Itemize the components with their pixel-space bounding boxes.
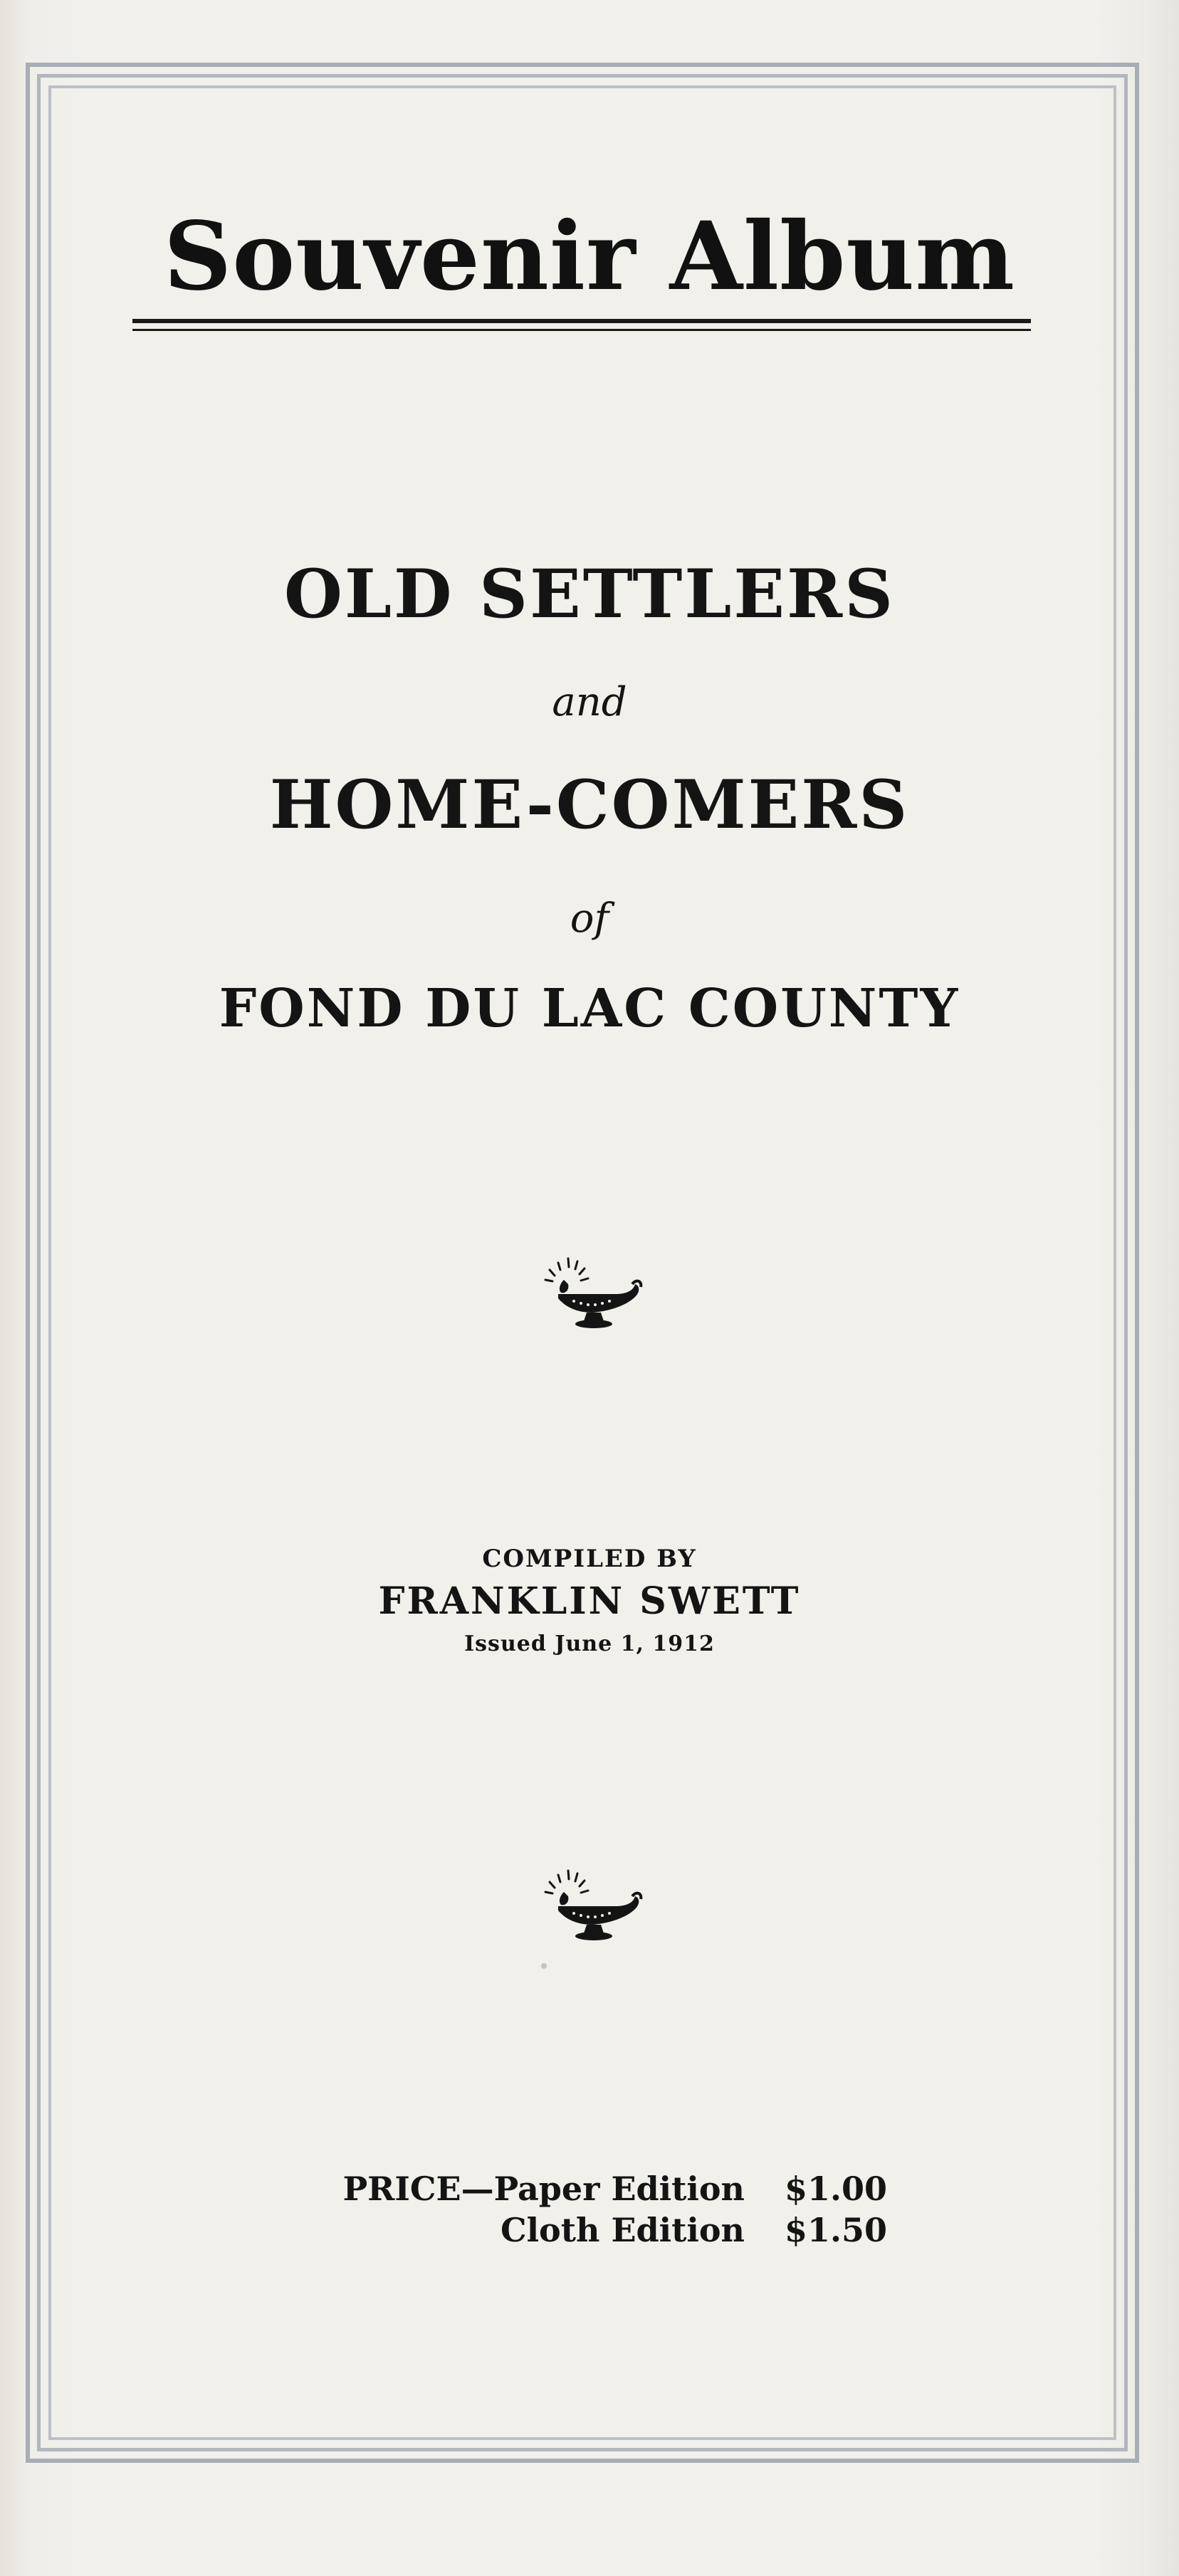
album-title: Souvenir Album <box>163 201 1016 312</box>
author-name: FRANKLIN SWETT <box>378 1579 801 1623</box>
compiled-by-label: COMPILED BY <box>482 1545 697 1573</box>
heading-and: and <box>552 679 627 725</box>
oil-lamp-icon <box>537 1866 644 1952</box>
paper-speck <box>541 1963 547 1969</box>
price-block <box>303 2168 887 2251</box>
price-cloth-label: Cloth Edition <box>500 2211 745 2249</box>
price-cloth-value: $1.50 <box>784 2211 887 2249</box>
heading-of: of <box>570 895 609 942</box>
price-paper-row <box>303 2168 887 2209</box>
heading-old-settlers: OLD SETTLERS <box>283 555 896 634</box>
issue-date: Issued June 1, 1912 <box>464 1631 715 1656</box>
title-rule-thick <box>132 319 1031 323</box>
price-paper-label: PRICE—Paper Edition <box>342 2170 745 2208</box>
price-paper-value: $1.00 <box>784 2170 887 2208</box>
heading-home-comers: HOME-COMERS <box>269 766 910 844</box>
heading-county: FOND DU LAC COUNTY <box>219 978 960 1039</box>
title-rule-thin <box>132 329 1031 331</box>
oil-lamp-icon <box>537 1254 644 1340</box>
price-cloth-row <box>303 2209 887 2251</box>
